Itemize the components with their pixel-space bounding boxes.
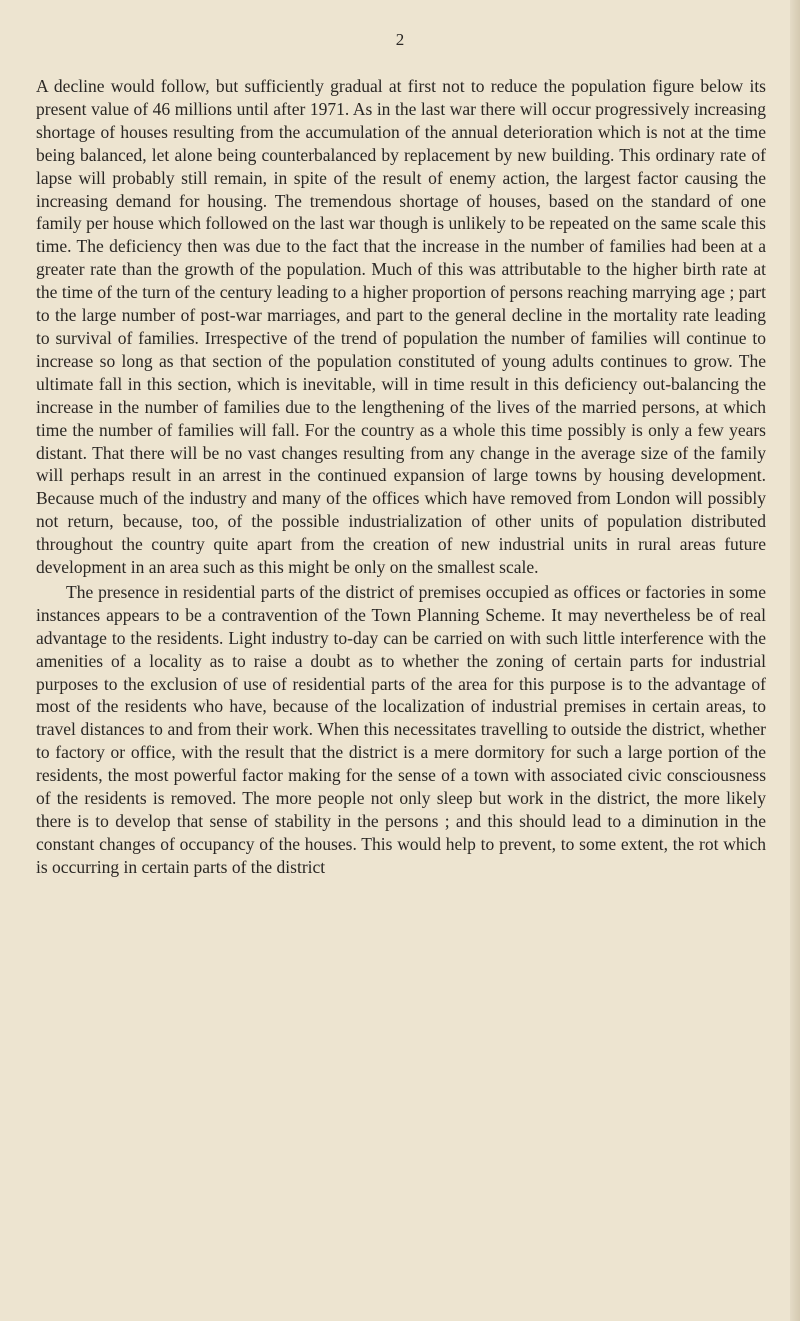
paragraph-1: A decline would follow, but sufficiently gradual at first not to reduce the population figure below its present value of 46 millions until after 1971. As in the last war there will occur progressively increasing shortage of houses resulting from the accumulation of the annual deterioration which is not at the time being balanced, let alone being counterbalanced by replacement by new building. This ordinary rate of lapse will probably still remain, in spite of the result of enemy action, the largest factor causing the increasing demand for housing. The tremendous shortage of houses, based on the standard of one family per house which followed on the last war though is unlikely to be repeated on the same scale this time. The deficiency then was due to the fact that the increase in the number of families had been at a greater rate than the growth of the population. Much of this was attributable to the higher birth rate at the time of the turn of the century leading to a higher proportion of persons reaching marrying age ; part to the large number of post-war marriages, and part to the general decline in the mortality rate leading to survival of families. Irrespective of the trend of population the number of families will continue to increase so long as that section of the population constituted of young adults continues to grow. The ultimate fall in this section, which is inevitable, will in time result in this deficiency out-balancing the increase in the number of families due to the lengthening of the lives of the married persons, at which time the number of families will fall. For the country as a whole this time possibly is only a few years distant. That there will be no vast changes resulting from any change in the average size of the family will perhaps result in an arrest in the continued expansion of large towns by housing development. Because much of the industry and many of the offices which have removed from London will possibly not return, because, too, of the possible industrialization of other units of population distributed throughout the country quite apart from the creation of new industrial units in rural areas future development in an area such as this might be only on the smallest scale. [36,76,766,578]
page-number: 2 [395,30,405,49]
body-text [36,75,766,879]
page-edge [790,0,800,1321]
paragraph-2: The presence in residential parts of the district of premises occupied as offices or factories in some instances appears to be a contravention of the Town Planning Scheme. It may nevertheless be of real advantage to the residents. Light industry to-day can be carried on with such little interference with the amenities of a locality as to raise a doubt as to whether the zoning of certain parts for industrial purposes to the exclusion of use of residential parts of the area for this purpose is to the advantage of most of the residents who have, because of the localization of industrial premises in certain areas, to travel distances to and from their work. When this necessitates travelling to outside the district, whether to factory or office, with the result that the district is a mere dormitory for such a large portion of the residents, the most powerful factor making for the sense of a town with associated civic consciousness of the residents is removed. The more people not only sleep but work in the district, the more likely there is to develop that sense of stability in the persons ; and this should lead to a diminution in the constant changes of occupancy of the houses. This would help to prevent, to some extent, the rot which is occurring in certain parts of the district [36,581,766,877]
